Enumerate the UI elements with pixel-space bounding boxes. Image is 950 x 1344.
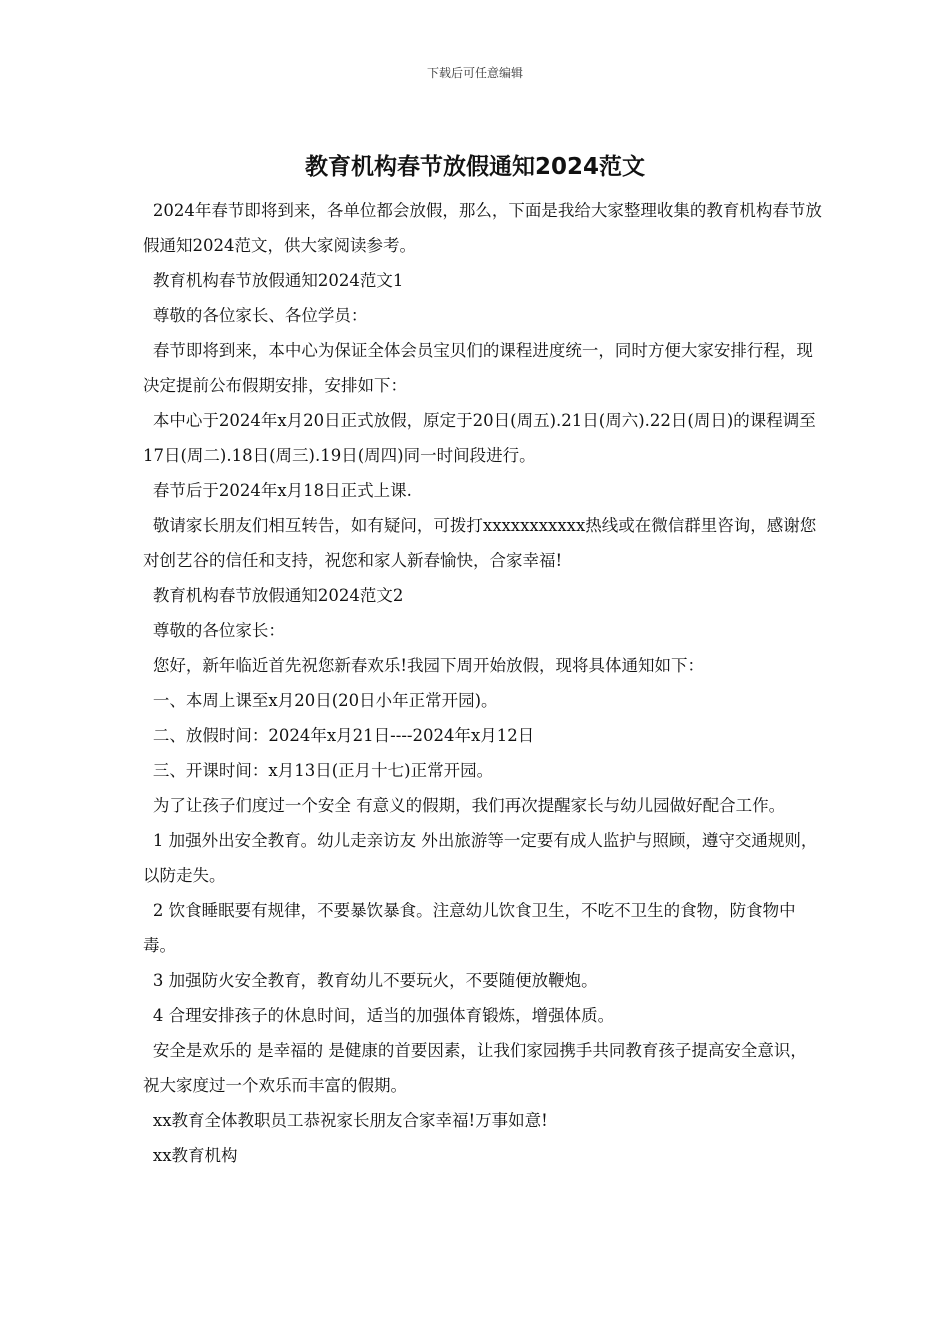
paragraph-tip-1: 1 加强外出安全教育。幼儿走亲访友 外出旅游等一定要有成人监护与照顾，遵守交通规则，以防走失。 <box>143 831 818 885</box>
document-body <box>143 193 823 1173</box>
paragraph: 为了让孩子们度过一个安全 有意义的假期，我们再次提醒家长与幼儿园做好配合工作。 <box>152 796 786 815</box>
paragraph-heading-2: 教育机构春节放假通知2024范文2 <box>152 586 404 605</box>
document-title: 教育机构春节放假通知2024范文 <box>304 154 645 180</box>
paragraph: 您好，新年临近首先祝您新春欢乐!我园下周开始放假，现将具体通知如下： <box>152 656 705 675</box>
paragraph-item-2: 二、放假时间：2024年x月21日----2024年x月12日 <box>152 726 535 745</box>
paragraph-heading-1: 教育机构春节放假通知2024范文1 <box>152 271 404 290</box>
paragraph: 春节后于2024年x月18日正式上课. <box>152 481 412 500</box>
paragraph-closing: xx教育全体教职员工恭祝家长朋友合家幸福!万事如意! <box>152 1111 548 1130</box>
paragraph-greeting-1: 尊敬的各位家长、各位学员： <box>152 306 368 325</box>
paragraph: 本中心于2024年x月20日正式放假，原定于20日(周五).21日(周六).22日(周日)的课程调至17日(周二).18日(周三).19日(周四)同一时间段进行。 <box>143 411 816 465</box>
header-note: 下载后可任意编辑 <box>426 66 523 80</box>
paragraph-item-3: 三、开课时间：x月13日(正月十七)正常开园。 <box>152 761 494 780</box>
paragraph-intro: 2024年春节即将到来，各单位都会放假，那么，下面是我给大家整理收集的教育机构春节放假通知2024范文，供大家阅读参考。 <box>143 201 822 255</box>
paragraph-tip-4: 4 合理安排孩子的休息时间，适当的加强体育锻炼，增强体质。 <box>152 1006 615 1025</box>
paragraph-greeting-2: 尊敬的各位家长： <box>152 621 285 640</box>
paragraph-tip-3: 3 加强防火安全教育，教育幼儿不要玩火，不要随便放鞭炮。 <box>152 971 598 990</box>
paragraph: 安全是欢乐的 是幸福的 是健康的首要因素，让我们家园携手共同教育孩子提高安全意识，祝大家度过一个欢乐而丰富的假期。 <box>143 1041 807 1095</box>
paragraph-tip-2: 2 饮食睡眠要有规律，不要暴饮暴食。注意幼儿饮食卫生，不吃不卫生的食物，防食物中毒。 <box>143 901 796 955</box>
paragraph-signature: xx教育机构 <box>152 1146 238 1165</box>
paragraph: 敬请家长朋友们相互转告，如有疑问，可拨打xxxxxxxxxxx热线或在微信群里咨询，感谢您对创艺谷的信任和支持，祝您和家人新春愉快，合家幸福! <box>143 516 817 570</box>
paragraph: 春节即将到来，本中心为保证全体会员宝贝们的课程进度统一，同时方便大家安排行程，现决定提前公布假期安排，安排如下： <box>143 341 813 395</box>
paragraph-item-1: 一、本周上课至x月20日(20日小年正常开园)。 <box>152 691 498 710</box>
